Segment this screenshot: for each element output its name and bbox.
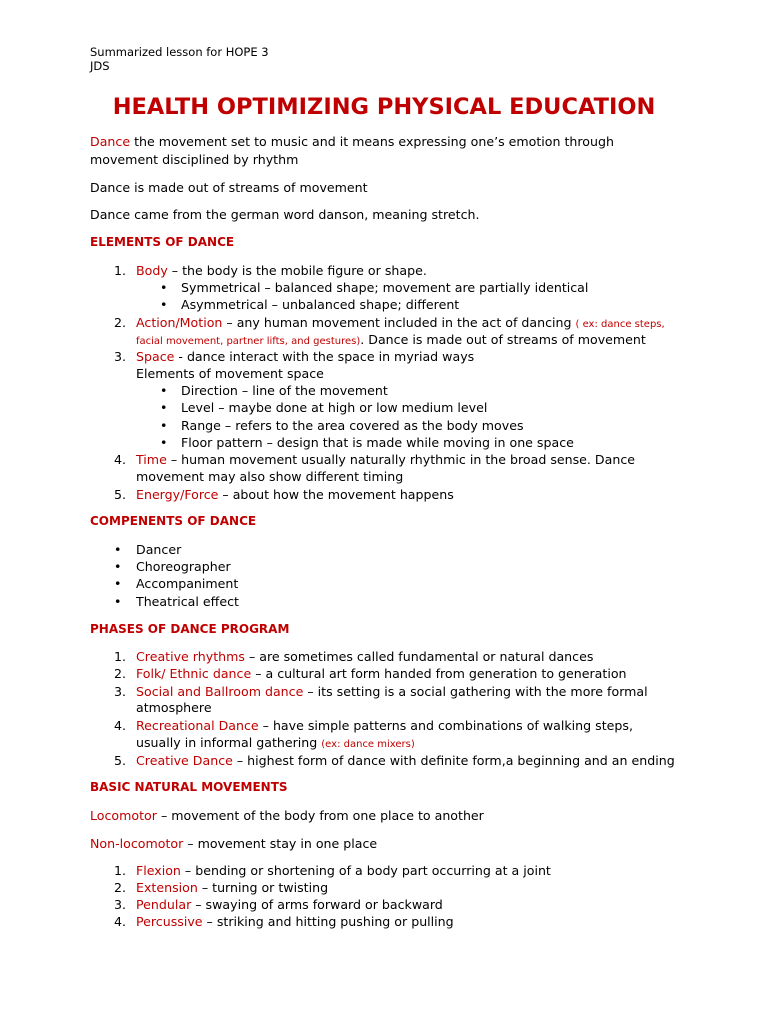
bullet: • [114, 559, 122, 574]
list-number: 2. [113, 880, 126, 895]
list-item: Recreational Dance – have simple patterns and combinations of walking steps, [136, 718, 633, 733]
list-item: Level – maybe done at high or low medium level [181, 400, 488, 415]
list-number: 1. [113, 863, 126, 878]
list-item-line-2: Elements of movement space [136, 366, 324, 381]
list-item: Creative rhythms – are sometimes called fundamental or natural dances [136, 649, 594, 664]
list-item: Time – human movement usually naturally rhythmic in the broad sense. Dance [136, 452, 635, 467]
list-number: 3. [113, 684, 126, 699]
bullet: • [160, 280, 168, 295]
list-number: 4. [113, 914, 126, 929]
list-item: Theatrical effect [136, 594, 239, 609]
section-heading-phases: PHASES OF DANCE PROGRAM [90, 622, 290, 636]
list-number: 1. [113, 649, 126, 664]
bullet: • [160, 435, 168, 450]
bullet: • [114, 542, 122, 557]
intro-paragraph-1-line-2: movement disciplined by rhythm [90, 152, 299, 167]
list-item: Percussive – striking and hitting pushing or pulling [136, 914, 454, 929]
list-item: Action/Motion – any human movement included in the act of dancing ( ex: dance steps, [136, 315, 665, 330]
list-item-line-2: facial movement, partner lifts, and gestures). Dance is made out of streams of movement [136, 332, 646, 347]
non-locomotor-paragraph: Non-locomotor – movement stay in one place [90, 836, 378, 851]
list-item: Space - dance interact with the space in myriad ways [136, 349, 475, 364]
list-number: 4. [113, 718, 126, 733]
list-item: Extension – turning or twisting [136, 880, 329, 895]
header-line-2: JDS [90, 59, 110, 73]
bullet: • [160, 383, 168, 398]
list-item: Social and Ballroom dance – its setting is a social gathering with the more formal [136, 684, 648, 699]
list-number: 2. [113, 666, 126, 681]
list-number: 3. [113, 349, 126, 364]
list-item: Folk/ Ethnic dance – a cultural art form handed from generation to generation [136, 666, 627, 681]
intro-paragraph-1: Dance the movement set to music and it means expressing one’s emotion through [90, 134, 614, 149]
bullet: • [160, 400, 168, 415]
bullet: • [160, 297, 168, 312]
list-item: Direction – line of the movement [181, 383, 388, 398]
list-item: Pendular – swaying of arms forward or backward [136, 897, 443, 912]
page-title: HEALTH OPTIMIZING PHYSICAL EDUCATION [112, 94, 656, 120]
list-number: 5. [113, 753, 126, 768]
intro-paragraph-3: Dance came from the german word danson, meaning stretch. [90, 207, 480, 222]
list-item: Body – the body is the mobile figure or shape. [136, 263, 427, 278]
locomotor-paragraph: Locomotor – movement of the body from one place to another [90, 808, 484, 823]
list-number: 1. [113, 263, 126, 278]
intro-term: Dance [90, 134, 131, 149]
section-heading-elements: ELEMENTS OF DANCE [90, 235, 235, 249]
bullet: • [160, 418, 168, 433]
list-number: 4. [113, 452, 126, 467]
list-item: Choreographer [136, 559, 231, 574]
section-heading-natural-movements: BASIC NATURAL MOVEMENTS [90, 780, 288, 794]
list-item: Creative Dance – highest form of dance with definite form,a beginning and an ending [136, 753, 675, 768]
list-item: Floor pattern – design that is made while moving in one space [181, 435, 574, 450]
list-item-line-2: atmosphere [136, 700, 212, 715]
bullet: • [114, 576, 122, 591]
bullet: • [114, 594, 122, 609]
list-number: 3. [113, 897, 126, 912]
list-item-line-2: usually in informal gathering (ex: dance mixers) [136, 735, 415, 750]
list-item-line-2: movement may also show different timing [136, 469, 404, 484]
list-item: Accompaniment [136, 576, 239, 591]
list-item: Energy/Force – about how the movement happens [136, 487, 454, 502]
intro-paragraph-2: Dance is made out of streams of movement [90, 180, 368, 195]
list-item: Range – refers to the area covered as the body moves [181, 418, 524, 433]
list-item: Symmetrical – balanced shape; movement are partially identical [181, 280, 589, 295]
list-item: Dancer [136, 542, 182, 557]
section-heading-components: COMPENENTS OF DANCE [90, 514, 257, 528]
list-number: 2. [113, 315, 126, 330]
list-number: 5. [113, 487, 126, 502]
list-item: Flexion – bending or shortening of a body part occurring at a joint [136, 863, 551, 878]
header-line-1: Summarized lesson for HOPE 3 [90, 45, 269, 59]
list-item: Asymmetrical – unbalanced shape; different [181, 297, 460, 312]
